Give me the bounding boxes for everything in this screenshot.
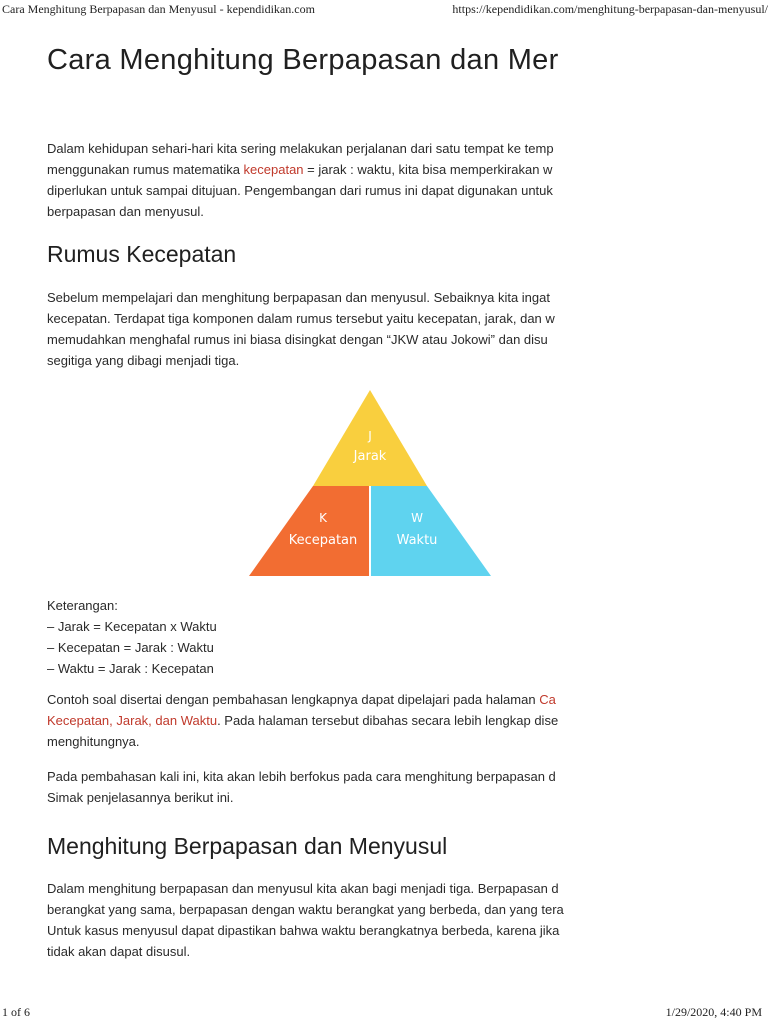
intro-text: menggunakan rumus matematika <box>47 162 244 177</box>
triangle-left-kecepatan <box>249 486 369 576</box>
contoh-line <box>47 689 558 710</box>
rumus-line: memudahkan menghafal rumus ini biasa disingkat dengan “JKW atau Jokowi” dan disu <box>47 332 548 347</box>
print-datetime: 1/29/2020, 4:40 PM <box>665 1005 762 1019</box>
berpapasan-line: berangkat yang sama, berpapasan dengan waktu berangkat yang berbeda, dan yang tera <box>47 902 564 917</box>
triangle-right-waktu <box>371 486 491 576</box>
print-header-url: https://kependidikan.com/menghitung-berpapasan-dan-menyusul/ <box>452 2 768 16</box>
triangle-top-label: Jarak <box>353 449 387 464</box>
contoh-text: . Pada halaman tersebut dibahas secara lebih lengkap dise <box>217 713 559 728</box>
intro-line <box>47 159 554 180</box>
intro-paragraph <box>47 138 554 222</box>
contoh-line <box>47 710 558 731</box>
contoh-paragraph <box>47 689 558 752</box>
triangle-left-label: Kecepatan <box>288 533 358 548</box>
intro-line: Dalam kehidupan sehari-hari kita sering melakukan perjalanan dari satu tempat ke temp <box>47 141 554 156</box>
pembahasan-line: Simak penjelasannya berikut ini. <box>47 790 234 805</box>
keterangan-heading: Keterangan: <box>47 598 118 613</box>
rumus-line: kecepatan. Terdapat tiga komponen dalam rumus tersebut yaitu kecepatan, jarak, dan w <box>47 311 555 326</box>
keterangan-item: – Waktu = Jarak : Kecepatan <box>47 661 214 676</box>
page-number: 1 of 6 <box>2 1005 30 1019</box>
intro-text: = jarak : waktu, kita bisa memperkirakan w <box>303 162 553 177</box>
keterangan-list <box>47 595 217 679</box>
contoh-line: menghitungnya. <box>47 734 140 749</box>
rumus-paragraph <box>47 287 555 371</box>
jkw-triangle-diagram <box>247 388 493 578</box>
section-heading-rumus-kecepatan: Rumus Kecepatan <box>47 241 237 267</box>
berpapasan-line: Untuk kasus menyusul dapat dipastikan bahwa waktu berangkatnya berbeda, karena jika <box>47 923 560 938</box>
berpapasan-line: Dalam menghitung berpapasan dan menyusul kita akan bagi menjadi tiga. Berpapasan d <box>47 881 559 896</box>
berpapasan-line: tidak akan dapat disusul. <box>47 944 191 959</box>
triangle-left-letter: K <box>319 511 327 525</box>
berpapasan-paragraph <box>47 878 564 962</box>
section-heading-berpapasan-menyusul: Menghitung Berpapasan dan Menyusul <box>47 833 448 859</box>
kecepatan-jarak-waktu-link[interactable]: Kecepatan, Jarak, dan Waktu <box>47 713 218 728</box>
contoh-link-start[interactable]: Ca <box>539 692 556 707</box>
pembahasan-line: Pada pembahasan kali ini, kita akan lebih berfokus pada cara menghitung berpapasan d <box>47 769 556 784</box>
kecepatan-link[interactable]: kecepatan <box>243 162 304 177</box>
keterangan-item: – Kecepatan = Jarak : Waktu <box>47 640 214 655</box>
triangle-right-letter: W <box>411 511 423 525</box>
triangle-top-letter: J <box>368 429 372 443</box>
print-header-title: Cara Menghitung Berpapasan dan Menyusul - kependidikan.com <box>2 2 315 16</box>
page-title: Cara Menghitung Berpapasan dan Mer <box>47 44 559 76</box>
contoh-text: Contoh soal disertai dengan pembahasan lengkapnya dapat dipelajari pada halaman <box>47 692 540 707</box>
rumus-line: Sebelum mempelajari dan menghitung berpapasan dan menyusul. Sebaiknya kita ingat <box>47 290 550 305</box>
print-header <box>0 0 768 20</box>
triangle-right-label: Waktu <box>396 533 438 548</box>
intro-line: diperlukan untuk sampai ditujuan. Pengembangan dari rumus ini dapat digunakan untuk <box>47 183 553 198</box>
intro-line: berpapasan dan menyusul. <box>47 204 204 219</box>
pembahasan-paragraph <box>47 766 556 808</box>
rumus-line: segitiga yang dibagi menjadi tiga. <box>47 353 240 368</box>
print-footer <box>0 1004 768 1024</box>
keterangan-item: – Jarak = Kecepatan x Waktu <box>47 619 217 634</box>
article-content <box>47 38 587 978</box>
